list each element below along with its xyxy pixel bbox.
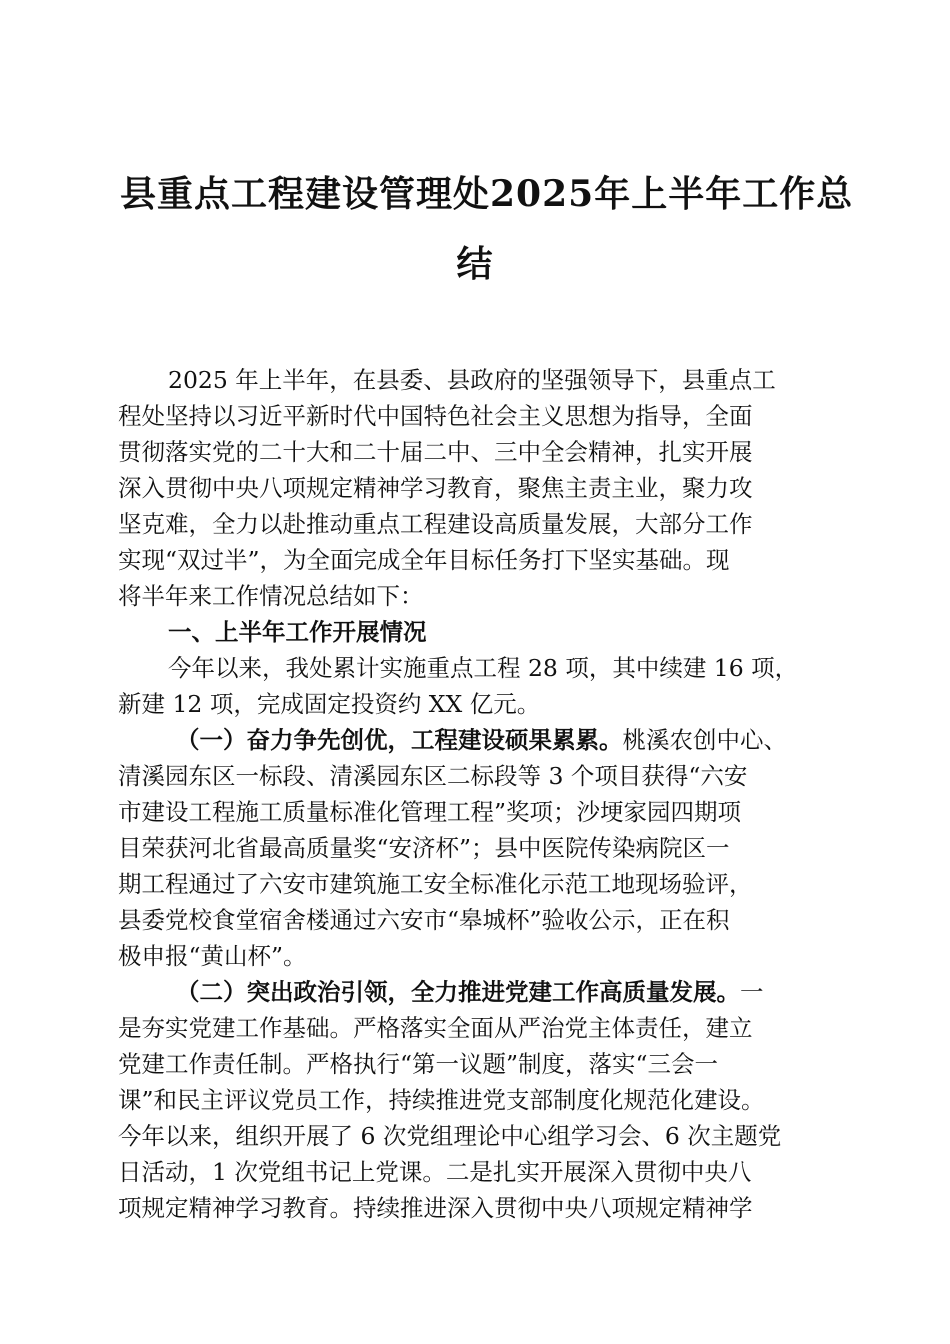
part2-line: 今年以来，组织开展了 6 次党组理论中心组学习会、6 次主题党: [118, 1122, 782, 1150]
part2-line: 是夯实党建工作基础。严格落实全面从严治党主体责任，建立: [118, 1014, 753, 1042]
overview-line: 新建 12 项，完成固定投资约 XX 亿元。: [118, 690, 541, 718]
intro-line: 坚克难，全力以赴推动重点工程建设高质量发展，大部分工作: [118, 510, 753, 538]
part2-line: 课”和民主评议党员工作，持续推进党支部制度化规范化建设。: [118, 1086, 765, 1114]
part1-first-line-rest: 桃溪农创中心、: [622, 726, 787, 754]
intro-line: 2025 年上半年，在县委、县政府的坚强领导下，县重点工: [168, 366, 776, 394]
intro-line: 程处坚持以习近平新时代中国特色社会主义思想为指导，全面: [118, 402, 753, 430]
part2-heading: （二）突出政治引领，全力推进党建工作高质量发展。: [176, 978, 740, 1006]
part1-line: 市建设工程施工质量标准化管理工程”奖项；沙埂家园四期项: [118, 798, 742, 826]
part1-line: 极申报“黄山杯”。: [118, 942, 307, 970]
intro-line: 实现“双过半”，为全面完成全年目标任务打下坚实基础。现: [118, 546, 730, 574]
overview-line: 今年以来，我处累计实施重点工程 28 项，其中续建 16 项，: [168, 654, 799, 682]
document-title-line-2: 结: [456, 243, 494, 285]
part1-line: 目荣获河北省最高质量奖“安济杯”；县中医院传染病院区一: [118, 834, 730, 862]
part2-line: 项规定精神学习教育。持续推进深入贯彻中央八项规定精神学: [118, 1194, 753, 1222]
intro-line: 深入贯彻中央八项规定精神学习教育，聚焦主责主业，聚力攻: [118, 474, 753, 502]
intro-line: 贯彻落实党的二十大和二十届二中、三中全会精神，扎实开展: [118, 438, 753, 466]
part1-first-line: [118, 722, 838, 758]
part1-heading: （一）奋力争先创优，工程建设硕果累累。: [176, 726, 623, 754]
document-title-line-1: 县重点工程建设管理处2025年上半年工作总: [120, 173, 854, 215]
part1-line: 清溪园东区一标段、清溪园东区二标段等 3 个项目获得“六安: [118, 762, 748, 790]
part1-line: 期工程通过了六安市建筑施工安全标准化示范工地现场验评，: [118, 870, 753, 898]
part2-first-line-rest: 一: [740, 978, 764, 1006]
section-heading: 一、上半年工作开展情况: [168, 618, 427, 646]
intro-line: 将半年来工作情况总结如下：: [118, 582, 424, 610]
part1-line: 县委党校食堂宿舍楼通过六安市“皋城杯”验收公示，正在积: [118, 906, 730, 934]
part2-line: 日活动，1 次党组书记上党课。二是扎实开展深入贯彻中央八: [118, 1158, 752, 1186]
part2-first-line: [118, 974, 838, 1010]
part2-line: 党建工作责任制。严格执行“第一议题”制度，落实“三会一: [118, 1050, 719, 1078]
document-body: [118, 362, 838, 1226]
